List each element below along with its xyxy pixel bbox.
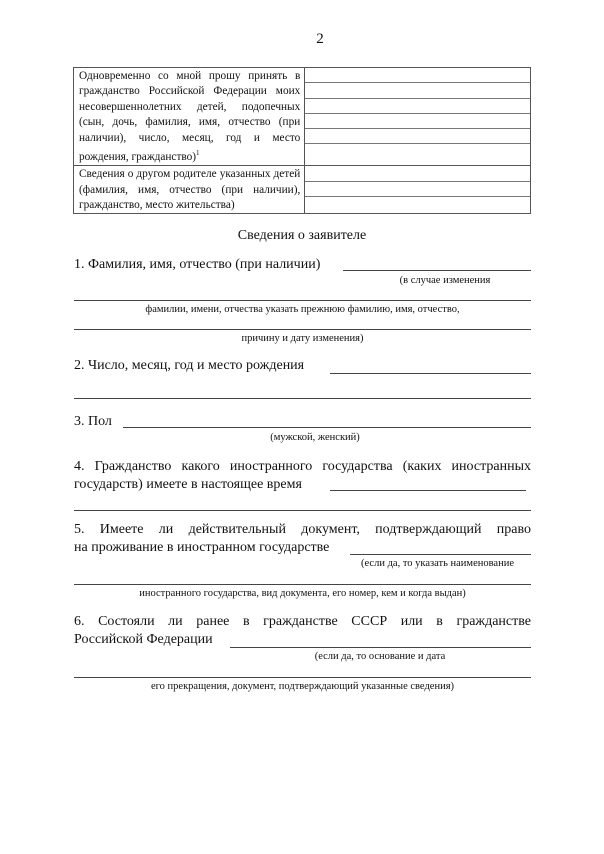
q5-hint-2: иностранного государства, вид документа, его номер, кем и когда выдан) xyxy=(139,588,466,599)
q3-sex-field[interactable] xyxy=(123,427,531,428)
q1-name-field[interactable] xyxy=(343,270,531,271)
q4-label-line-1: 4. Гражданство какого иностранного государства (каких иностранных xyxy=(74,459,531,474)
q1-label: 1. Фамилия, имя, отчество (при наличии) xyxy=(74,257,321,272)
entry-line[interactable] xyxy=(305,83,530,98)
entry-line[interactable] xyxy=(305,99,530,114)
q5-hint-1: (если да, то указать наименование xyxy=(361,558,514,569)
label-line: детей (фамилия, имя, отчество (при xyxy=(79,168,301,196)
section-title: Сведения о заявителе xyxy=(237,228,367,243)
q4-citizenship-field[interactable] xyxy=(330,490,526,491)
q2-birth-field[interactable] xyxy=(330,373,531,374)
entry-line[interactable] xyxy=(305,166,530,181)
other-parent-entry-area[interactable] xyxy=(305,166,531,214)
q5-label-line-1: 5. Имеете ли действительный документ, подтверждающий право xyxy=(74,522,531,537)
entry-line[interactable] xyxy=(305,197,530,212)
q1-hint-2: фамилии, имени, отчества указать прежнюю фамилию, имя, отчество, xyxy=(145,304,460,315)
q1-hint-3: причину и дату изменения) xyxy=(241,333,364,344)
entry-line[interactable] xyxy=(305,182,530,197)
q2-birth-field-line-2[interactable] xyxy=(74,398,531,399)
children-table xyxy=(73,67,531,214)
label-line: наличии), гражданство, место жительства) xyxy=(79,183,301,212)
table-row-other-parent xyxy=(74,166,531,214)
entry-line[interactable] xyxy=(305,68,530,83)
q6-label-line-1: 6. Состояли ли ранее в гражданстве СССР или в гражданстве xyxy=(74,614,531,629)
label-line: отчество (при наличии), число, месяц, год xyxy=(79,116,301,144)
entry-line[interactable] xyxy=(305,129,530,144)
q6-termination-details-field[interactable] xyxy=(74,677,531,678)
children-entry-area[interactable] xyxy=(305,68,531,166)
other-parent-label xyxy=(74,166,305,214)
label-line: Одновременно со мной прошу принять xyxy=(79,70,288,82)
q6-hint-1: (если да, то основание и дата xyxy=(314,651,446,662)
q1-change-reason-field[interactable] xyxy=(74,329,531,330)
label-line: подопечных (сын, дочь, фамилия, имя, xyxy=(79,100,301,129)
q5-document-details-field[interactable] xyxy=(74,584,531,585)
footnote-marker: 1 xyxy=(196,149,200,158)
q6-label-line-2: Российской Федерации xyxy=(74,632,213,647)
entry-line[interactable] xyxy=(305,114,530,129)
q6-hint-2: его прекращения, документ, подтверждающий указанные сведения) xyxy=(150,681,455,692)
label-line: и место рождения, гражданство) xyxy=(79,131,301,163)
q3-hint: (мужской, женский) xyxy=(270,432,360,443)
q1-previous-name-field[interactable] xyxy=(74,300,531,301)
q3-label: 3. Пол xyxy=(74,414,112,429)
label-line: моих несовершеннолетних детей, xyxy=(79,85,301,113)
q5-label-line-2: на проживание в иностранном государстве xyxy=(74,540,330,555)
q5-document-field[interactable] xyxy=(350,554,531,555)
entry-line[interactable] xyxy=(305,144,530,160)
q6-ussr-citizenship-field[interactable] xyxy=(230,647,531,648)
q2-label: 2. Число, месяц, год и место рождения xyxy=(74,358,305,373)
label-line: Сведения о другом родителе указанных xyxy=(79,168,271,181)
label-line: в гражданство Российской Федерации xyxy=(79,70,301,98)
q1-hint-1: (в случае изменения xyxy=(399,275,491,286)
table-row-children xyxy=(74,68,531,166)
children-label xyxy=(74,68,305,166)
page-number: 2 xyxy=(316,31,324,47)
q4-citizenship-field-line-2[interactable] xyxy=(74,510,531,511)
q4-label-line-2: государств) имеете в настоящее время xyxy=(74,477,302,492)
